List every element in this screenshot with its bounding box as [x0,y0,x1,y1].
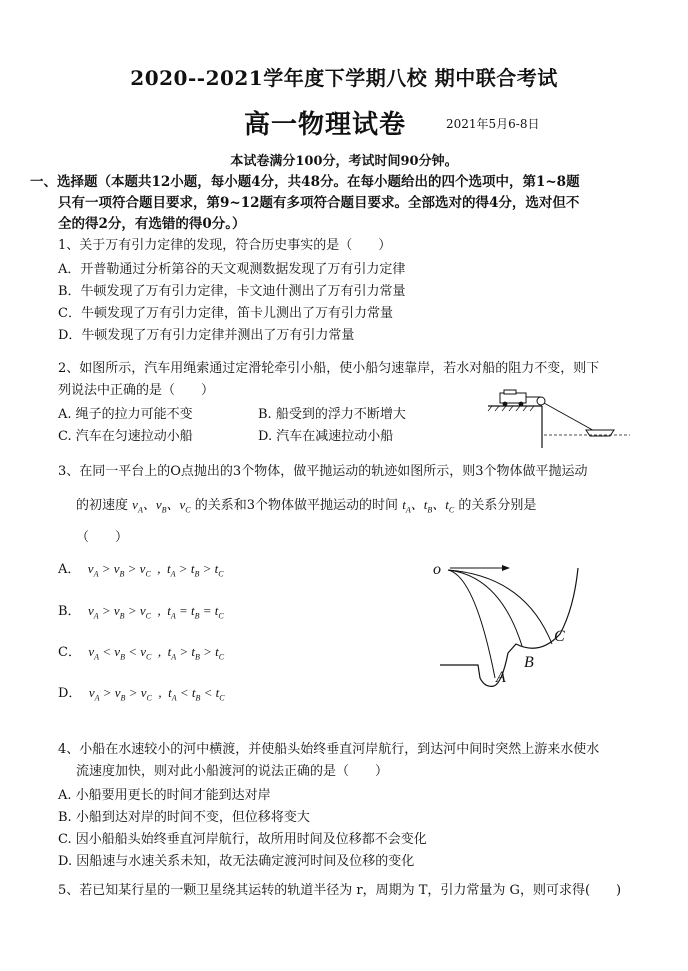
exam-title: 2020--2021学年度下学期八校 期中联合考试 [130,66,558,90]
question-1-option-b: B．牛顿发现了万有引力定律，卡文迪什测出了万有引力常量 [58,284,406,299]
question-3-stem-line2 [76,494,536,521]
option-relation: $v_A < v_B < v_C$ , $t_A > t_B > t_C$ [85,644,225,662]
point-o-label: o [433,561,441,578]
question-2-option-b: B. 船受到的浮力不断增大 [258,407,406,422]
exam-note: 本试卷满分100分，考试时间90分钟。 [230,154,458,169]
question-5-stem: 5、若已知某行星的一颗卫星绕其运转的轨道半径为 r，周期为 T，引力常量为 G，则可求得( ) [58,883,622,898]
question-2-option-a: A. 绳子的拉力可能不变 [58,407,193,422]
question-1-option-c: C．牛顿发现了万有引力定律，笛卡儿测出了万有引力常量 [58,306,393,321]
question-4-option-d: D. 因船速与水速关系未知，故无法确定渡河时间及位移的变化 [58,854,415,869]
option-letter: D． [58,686,82,701]
option-relation: $v_A > v_B > v_C$ , $t_A > t_B > t_C$ [84,561,224,579]
point-a-label: A [496,669,506,686]
stem-text-1: 的初速度 [76,498,129,513]
question-4-stem-line1: 4、小船在水速较小的河中横渡，并使船头始终垂直河岸航行，到达河中间时突然上游来水使水 [58,742,600,757]
exam-date: 2021年5月6-8日 [446,117,540,131]
section-heading-line2: 只有一项符合题目要求，第9~12题有多项符合题目要求。全部选对的得4分，选对但不 [58,195,580,211]
question-4-option-c: C. 因小船船头始终垂直河岸航行，故所用时间及位移都不会变化 [58,832,427,847]
question-2-stem-line2: 列说法中正确的是（ ） [58,383,215,398]
option-relation: $v_A > v_B > v_C$ , $t_A < t_B < t_C$ [85,685,225,703]
question-3-option-d [58,682,225,703]
question-3-option-b [58,600,224,621]
option-relation: $v_A > v_B > v_C$ , $t_A = t_B = t_C$ [84,603,224,621]
point-b-label: B [524,654,534,671]
question-3-stem-line1: 3、在同一平台上的O点抛出的3个物体，做平抛运动的轨迹如图所示，则3个物体做平抛运动 [58,464,588,479]
question-1-stem: 1、关于万有引力定律的发现，符合历史事实的是（ ） [58,238,392,253]
option-letter: C． [58,645,81,660]
paper-subject-title: 高一物理试卷 [244,110,407,140]
time-symbols: $t_A$、$t_B$、$t_C$ [402,497,455,515]
stem-text-2: 的关系和3个物体做平抛运动的时间 [194,498,399,513]
question-2-option-c: C. 汽车在匀速拉动小船 [58,429,193,444]
question-1-option-a: A．开普勒通过分析第谷的天文观测数据发现了万有引力定律 [58,262,406,277]
question-3-option-a [58,558,224,579]
option-letter: A． [58,562,81,577]
point-c-label: C [554,628,565,645]
question-3-stem-line3: （ ） [76,530,129,545]
question-2-option-d: D. 汽车在减速拉动小船 [258,429,394,444]
velocity-symbols: $v_A$、$v_B$、$v_C$ [132,497,191,515]
section-heading-line1: 一、选择题（本题共12小题，每小题4分，共48分。在每小题给出的四个选项中，第1~8题 [30,174,580,190]
question-4-stem-line2: 流速度加快，则对此小船渡河的说法正确的是（ ） [76,764,389,779]
q2-pulley-boat-figure [486,382,632,452]
question-4-option-a: A. 小船要用更长的时间才能到达对岸 [58,788,271,803]
option-letter: B． [58,604,81,619]
section-heading-line3: 全的得2分，有选错的得0分。） [58,216,246,232]
question-2-stem-line1: 2、如图所示，汽车用绳索通过定滑轮牵引小船，使小船匀速靠岸，若水对船的阻力不变，则下 [58,361,600,376]
question-1-option-d: D．牛顿发现了万有引力定律并测出了万有引力常量 [58,328,355,343]
q3-trajectory-figure [430,548,592,696]
question-4-option-b: B. 小船到达对岸的时间不变，但位移将变大 [58,810,310,825]
stem-text-3: 的关系分别是 [458,498,537,513]
question-3-option-c [58,641,224,662]
